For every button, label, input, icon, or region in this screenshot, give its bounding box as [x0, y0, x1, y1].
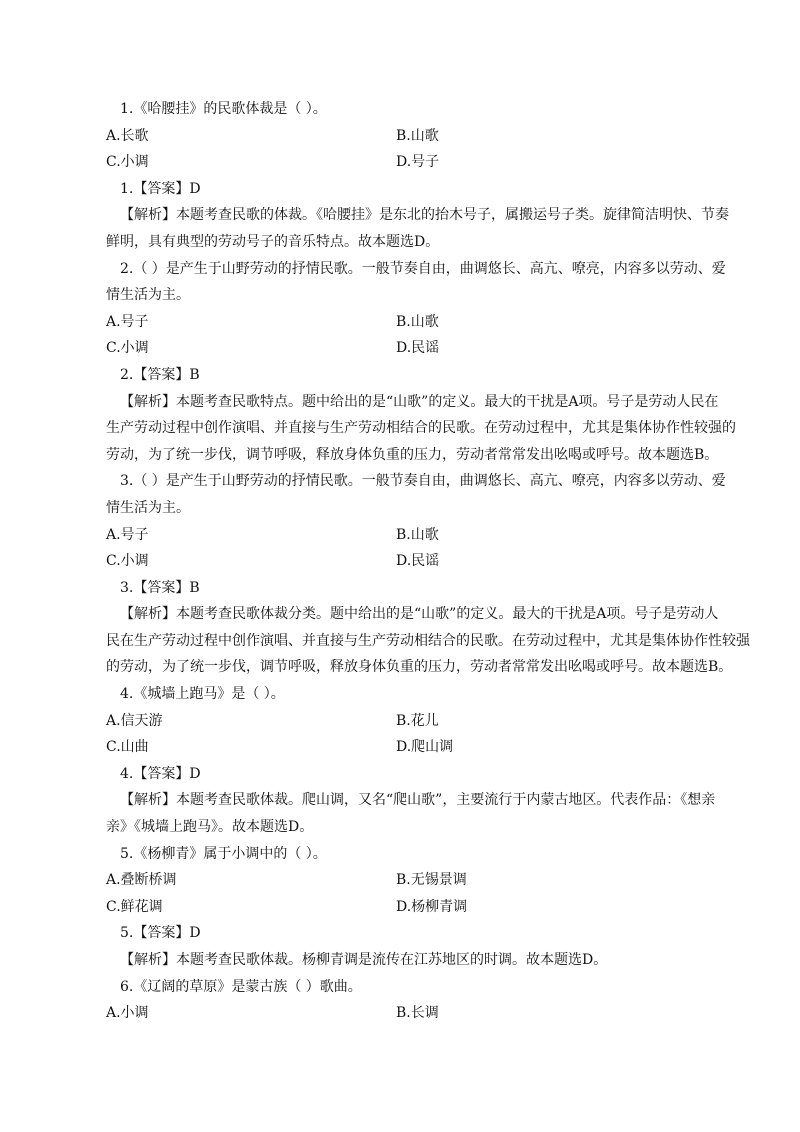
option-row [106, 123, 696, 150]
option-row [106, 149, 696, 176]
question-stem: 情生活为主。 [106, 499, 190, 516]
document-body [106, 96, 750, 1027]
option-b: B.山歌 [396, 313, 439, 330]
analysis-text: 劳动，为了统一步伐，调节呼吸，释放身体负重的压力，劳动者常常发出吆喝或呼号。故本题选B。 [106, 446, 719, 463]
answer-line: 3.【答案】B [120, 579, 200, 596]
option-b: B.无锡景调 [396, 872, 467, 889]
option-b: B.长调 [396, 1005, 439, 1022]
analysis-text: 【解析】本题考查民歌特点。题中给出的是“山歌”的定义。最大的干扰是A项。号子是劳动人民在 [120, 393, 719, 410]
option-b: B.花儿 [396, 712, 439, 729]
option-row [106, 867, 696, 894]
option-c: C.小调 [106, 154, 149, 171]
option-a: A.叠断桥调 [106, 872, 177, 889]
question-stem: 5.《杨柳青》属于小调中的（ ）。 [120, 845, 327, 862]
option-b: B.山歌 [396, 526, 439, 543]
answer-line: 2.【答案】B [120, 366, 200, 383]
answer-line: 1.【答案】D [120, 180, 201, 197]
analysis-text: 【解析】本题考查民歌体裁分类。题中给出的是“山歌”的定义。最大的干扰是A项。号子是劳动人 [120, 606, 719, 623]
option-row [106, 894, 696, 921]
analysis-text: 生产劳动过程中创作演唱、并直接与生产劳动相结合的民歌。在劳动过程中，尤其是集体协作性较强的 [106, 420, 736, 437]
question-stem: 1.《哈腰挂》的民歌体裁是（ ）。 [120, 101, 327, 117]
analysis-text: 亲》《城墙上跑马》。故本题选D。 [106, 819, 314, 836]
option-c: C.山曲 [106, 739, 149, 756]
option-row [106, 548, 696, 575]
analysis-text: 鲜明，具有典型的劳动号子的音乐特点。故本题选D。 [106, 233, 440, 250]
question-stem: 6.《辽阔的草原》是蒙古族（ ）歌曲。 [120, 978, 362, 995]
question-stem: 3.（ ）是产生于山野劳动的抒情民歌。一般节奏自由，曲调悠长、高亢、嘹亮，内容多以劳动、爱 [120, 473, 726, 490]
option-row [106, 335, 696, 362]
option-row [106, 522, 696, 549]
question-stem: 情生活为主。 [106, 287, 190, 304]
option-d: D.民谣 [396, 553, 440, 570]
option-c: C.鲜花调 [106, 898, 163, 915]
option-a: A.长歌 [106, 127, 149, 144]
option-a: A.小调 [106, 1005, 149, 1022]
analysis-text: 【解析】本题考查民歌体裁。杨柳青调是流传在江苏地区的时调。故本题选D。 [120, 952, 608, 968]
analysis-text: 的劳动，为了统一步伐，调节呼吸，释放身体负重的压力，劳动者常常发出吆喝或呼号。故本题选B。 [106, 659, 733, 676]
option-d: D.爬山调 [396, 739, 454, 756]
option-a: A.号子 [106, 313, 149, 330]
option-d: D.杨柳青调 [396, 898, 468, 915]
analysis-text: 民在生产劳动过程中创作演唱、并直接与生产劳动相结合的民歌。在劳动过程中，尤其是集体协作性较强 [106, 632, 750, 649]
option-row [106, 309, 696, 336]
option-row [106, 708, 696, 735]
option-d: D.号子 [396, 154, 440, 171]
option-a: A.号子 [106, 526, 149, 543]
answer-line: 5.【答案】D [120, 925, 201, 942]
question-stem: 2.（ ）是产生于山野劳动的抒情民歌。一般节奏自由，曲调悠长、高亢、嘹亮，内容多以劳动、爱 [120, 260, 726, 277]
answer-line: 4.【答案】D [120, 765, 201, 782]
option-row [106, 734, 696, 761]
option-a: A.信天游 [106, 712, 163, 729]
option-b: B.山歌 [396, 127, 439, 144]
option-c: C.小调 [106, 553, 149, 570]
option-d: D.民谣 [396, 340, 440, 357]
option-row [106, 1000, 696, 1027]
question-stem: 4.《城墙上跑马》是（ ）。 [120, 686, 285, 703]
analysis-text: 【解析】本题考查民歌的体裁。《哈腰挂》是东北的抬木号子，属搬运号子类。旋律简洁明快、节奏 [120, 207, 729, 224]
analysis-text: 【解析】本题考查民歌体裁。爬山调，又名“爬山歌”，主要流行于内蒙古地区。代表作品：《想亲 [120, 792, 716, 809]
option-c: C.小调 [106, 340, 149, 357]
